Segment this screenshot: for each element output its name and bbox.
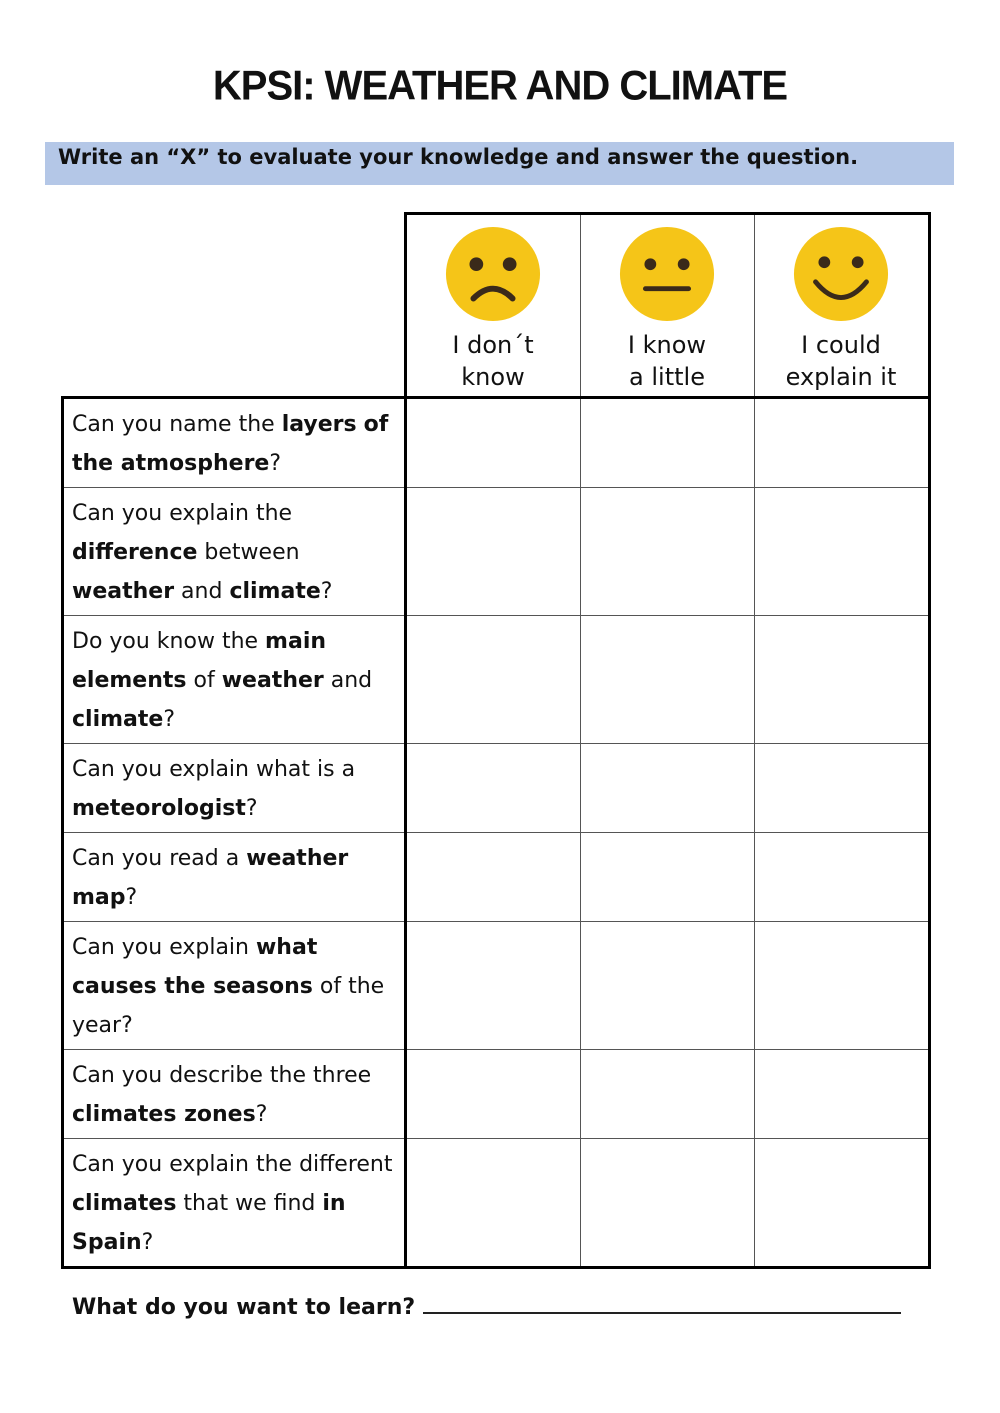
answer-cell-know-little[interactable] [580, 616, 754, 744]
answer-cell-dont-know[interactable] [405, 833, 580, 922]
instructions-banner: Write an “X” to evaluate your knowledge and answer the question. [45, 142, 954, 185]
corner-cell [63, 214, 406, 398]
answer-cell-know-little[interactable] [580, 1139, 754, 1268]
answer-cell-could-explain[interactable] [754, 833, 929, 922]
answer-cell-know-little[interactable] [580, 488, 754, 616]
question-text: Can you explain the different climates that we find in Spain? [63, 1139, 406, 1268]
question-row [63, 488, 930, 616]
answer-cell-dont-know[interactable] [405, 744, 580, 833]
level-label-line2: explain it [785, 363, 897, 391]
answer-cell-dont-know[interactable] [405, 1139, 580, 1268]
smiling-face-icon [792, 225, 890, 323]
level-header-could-explain [754, 214, 929, 398]
answer-cell-could-explain[interactable] [754, 922, 929, 1050]
header-row [63, 214, 930, 398]
answer-cell-know-little[interactable] [580, 922, 754, 1050]
level-label-line1: I could [801, 331, 881, 359]
learning-answer-line[interactable] [423, 1290, 901, 1314]
level-label-line2: know [461, 363, 525, 391]
question-text: Can you describe the three climates zones? [63, 1050, 406, 1139]
answer-cell-know-little[interactable] [580, 398, 754, 488]
answer-cell-know-little[interactable] [580, 1050, 754, 1139]
answer-cell-could-explain[interactable] [754, 398, 929, 488]
answer-cell-dont-know[interactable] [405, 398, 580, 488]
learning-question [72, 1290, 901, 1320]
answer-cell-could-explain[interactable] [754, 1139, 929, 1268]
question-row [63, 616, 930, 744]
question-text: Can you read a weather map? [63, 833, 406, 922]
level-header-dont-know [405, 214, 580, 398]
answer-cell-dont-know[interactable] [405, 1050, 580, 1139]
question-text: Can you name the layers of the atmosphere? [63, 398, 406, 488]
level-label-line1: I know [627, 331, 707, 359]
level-label-line1: I don´t [452, 331, 534, 359]
question-row [63, 833, 930, 922]
answer-cell-know-little[interactable] [580, 833, 754, 922]
answer-cell-could-explain[interactable] [754, 616, 929, 744]
answer-cell-know-little[interactable] [580, 744, 754, 833]
question-row [63, 744, 930, 833]
question-text: Do you know the main elements of weather and climate? [63, 616, 406, 744]
page-title: KPSI: WEATHER AND CLIMATE [212, 62, 788, 110]
question-text: Can you explain the difference between weather and climate? [63, 488, 406, 616]
answer-cell-dont-know[interactable] [405, 616, 580, 744]
learning-question-label: What do you want to learn? [72, 1295, 416, 1320]
question-text: Can you explain what causes the seasons of the year? [63, 922, 406, 1050]
level-label-line2: a little [629, 363, 705, 391]
question-text: Can you explain what is a meteorologist? [63, 744, 406, 833]
question-row [63, 1050, 930, 1139]
answer-cell-dont-know[interactable] [405, 922, 580, 1050]
answer-cell-could-explain[interactable] [754, 744, 929, 833]
answer-cell-dont-know[interactable] [405, 488, 580, 616]
question-row [63, 398, 930, 488]
sad-face-icon [444, 225, 542, 323]
question-row [63, 1139, 930, 1268]
question-row [63, 922, 930, 1050]
kpsi-table [61, 212, 931, 1269]
neutral-face-icon [618, 225, 716, 323]
level-header-know-little [580, 214, 754, 398]
answer-cell-could-explain[interactable] [754, 488, 929, 616]
answer-cell-could-explain[interactable] [754, 1050, 929, 1139]
